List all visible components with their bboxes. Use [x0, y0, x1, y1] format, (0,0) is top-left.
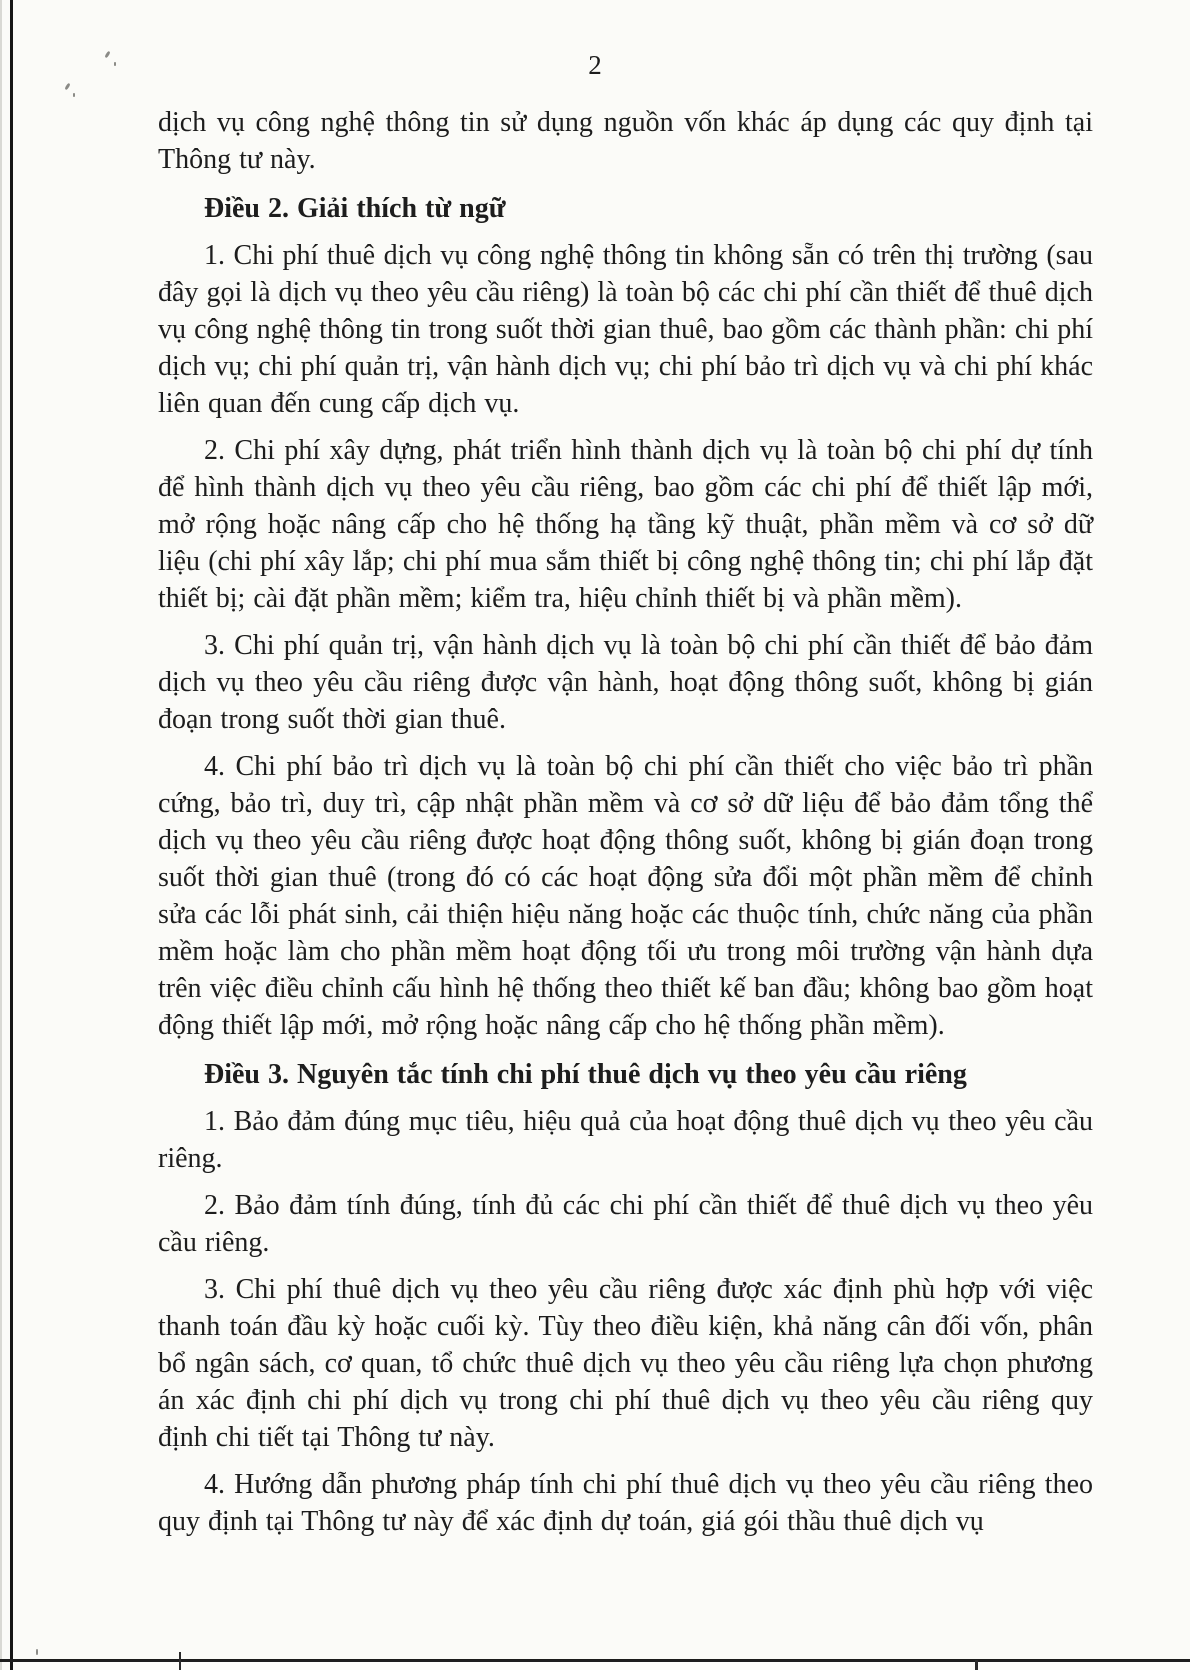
scan-left-border-line — [10, 0, 13, 1670]
article-3-heading: Điều 3. Nguyên tắc tính chi phí thuê dịch vụ theo yêu cầu riêng — [204, 1059, 967, 1090]
continued-paragraph: dịch vụ công nghệ thông tin sử dụng nguồn vốn khác áp dụng các quy định tại Thông tư này. — [158, 107, 1093, 175]
document-text — [158, 104, 1093, 1540]
page-number: 2 — [588, 50, 602, 80]
article-3-clause-3: 3. Chi phí thuê dịch vụ theo yêu cầu riêng được xác định phù hợp với việc thanh toán đầu kỳ hoặc cuối kỳ. Tùy theo điều kiện, khả năng cân đối vốn, phân bổ ngân sách, cơ quan, tổ chức thuê dịch vụ theo yêu cầu riêng lựa chọn phương án xác định chi phí dịch vụ trong chi phí thuê dịch vụ theo yêu cầu riêng quy định chi tiết tại Thông tư này. — [158, 1274, 1093, 1453]
scan-tick-mark — [179, 1652, 181, 1670]
scan-speck — [64, 83, 70, 91]
scan-speck — [36, 1649, 38, 1655]
article-2-heading: Điều 2. Giải thích từ ngữ — [204, 193, 506, 224]
article-3-clause-1: 1. Bảo đảm đúng mục tiêu, hiệu quả của hoạt động thuê dịch vụ theo yêu cầu riêng. — [158, 1106, 1093, 1174]
scan-edge-hairline — [0, 0, 2, 1670]
article-2-clause-3: 3. Chi phí quản trị, vận hành dịch vụ là toàn bộ chi phí cần thiết để bảo đảm dịch vụ theo yêu cầu riêng được vận hành, hoạt động thông suốt, không bị gián đoạn trong suốt thời gian thuê. — [158, 630, 1093, 735]
article-2-clause-1: 1. Chi phí thuê dịch vụ công nghệ thông tin không sẵn có trên thị trường (sau đây gọi là dịch vụ theo yêu cầu riêng) là toàn bộ các chi phí cần thiết để thuê dịch vụ công nghệ thông tin trong suốt thời gian thuê, bao gồm các thành phần: chi phí dịch vụ; chi phí quản trị, vận hành dịch vụ; chi phí bảo trì dịch vụ và chi phí khác liên quan đến cung cấp dịch vụ. — [158, 240, 1093, 419]
article-3-clause-2: 2. Bảo đảm tính đúng, tính đủ các chi phí cần thiết để thuê dịch vụ theo yêu cầu riêng. — [158, 1190, 1093, 1258]
article-3-clause-4: 4. Hướng dẫn phương pháp tính chi phí thuê dịch vụ theo yêu cầu riêng theo quy định tại Thông tư này để xác định dự toán, giá gói thầu thuê dịch vụ — [158, 1469, 1093, 1537]
scan-tick-mark — [975, 1660, 978, 1670]
article-2-clause-4: 4. Chi phí bảo trì dịch vụ là toàn bộ chi phí cần thiết cho việc bảo trì phần cứng, bảo trì, duy trì, cập nhật phần mềm và cơ sở dữ liệu để bảo đảm tổng thể dịch vụ theo yêu cầu riêng được hoạt động thông suốt, không bị gián đoạn trong suốt thời gian thuê (trong đó có các hoạt động sửa đổi một phần mềm để chỉnh sửa các lỗi phát sinh, cải thiện hiệu năng hoặc các thuộc tính, chức năng của phần mềm hoặc làm cho phần mềm hoạt động tối ưu trong môi trường vận hành dựa trên việc điều chỉnh cấu hình hệ thống theo thiết kế ban đầu; không bao gồm hoạt động thiết lập mới, mở rộng hoặc nâng cấp cho hệ thống phần mềm). — [158, 751, 1093, 1041]
scan-speck — [73, 93, 75, 97]
article-2-clause-2: 2. Chi phí xây dựng, phát triển hình thành dịch vụ là toàn bộ chi phí dự tính để hình thành dịch vụ theo yêu cầu riêng, bao gồm các chi phí để thiết lập mới, mở rộng hoặc nâng cấp cho hệ thống hạ tầng kỹ thuật, phần mềm và cơ sở dữ liệu (chi phí xây lắp; chi phí mua sắm thiết bị công nghệ thông tin; chi phí lắp đặt thiết bị; cài đặt phần mềm; kiểm tra, hiệu chỉnh thiết bị và phần mềm). — [158, 435, 1093, 614]
